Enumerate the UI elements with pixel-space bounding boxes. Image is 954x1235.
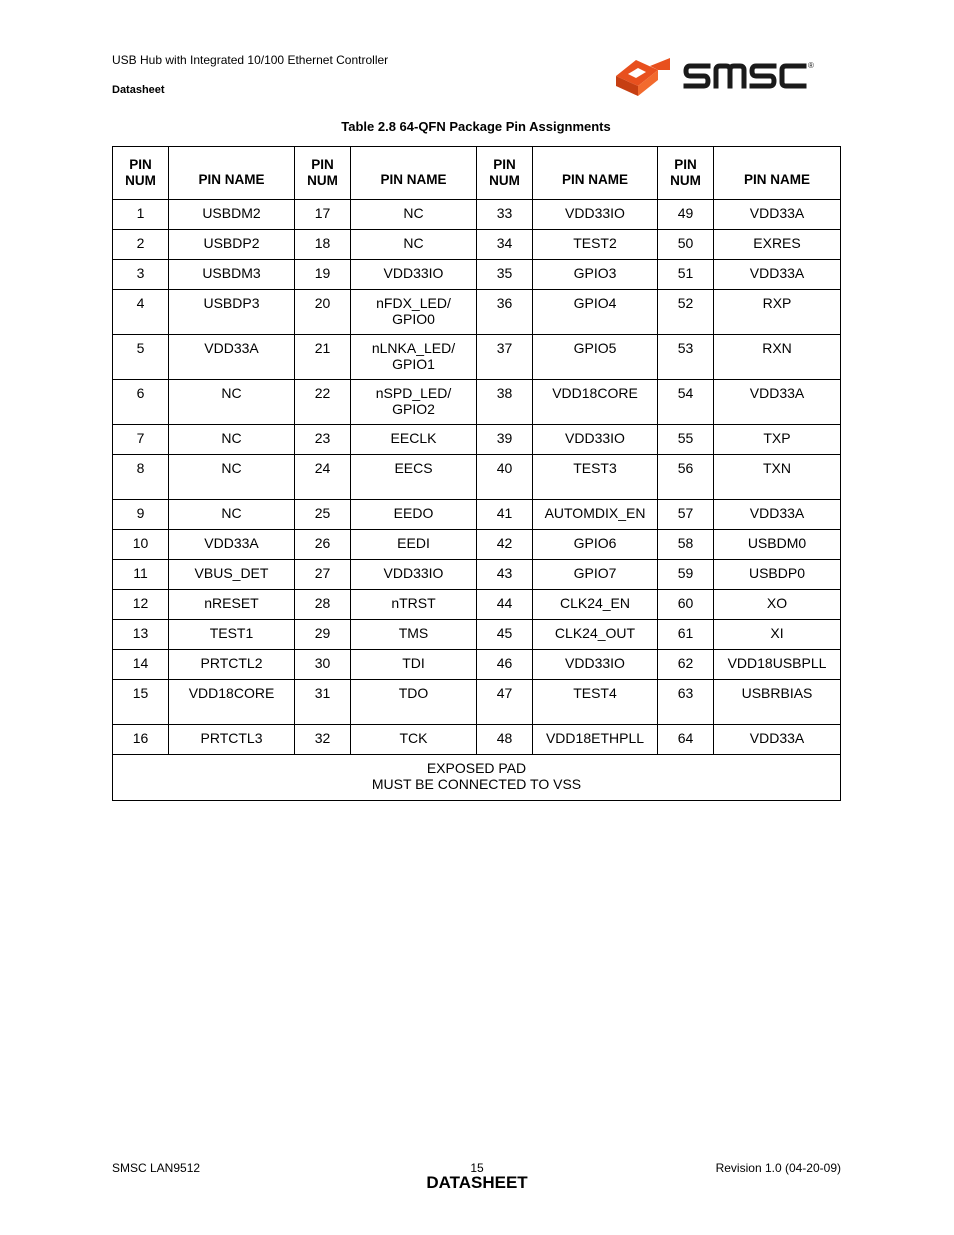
pin-num-cell: 58 <box>658 530 714 560</box>
pin-num-cell: 31 <box>295 680 351 725</box>
pin-num-cell: 55 <box>658 425 714 455</box>
pin-name-cell: NC <box>351 230 477 260</box>
pin-num-cell: 53 <box>658 335 714 380</box>
pin-num-cell: 14 <box>113 650 169 680</box>
pin-num-cell: 37 <box>477 335 533 380</box>
table-row <box>113 500 841 530</box>
pin-num-cell: 49 <box>658 200 714 230</box>
table-row <box>113 530 841 560</box>
header-pin-num: PIN NUM <box>295 147 351 200</box>
pin-name-cell: VDD33A <box>714 260 841 290</box>
pin-num-cell: 50 <box>658 230 714 260</box>
pin-num-cell: 21 <box>295 335 351 380</box>
header-pin-num: PIN NUM <box>477 147 533 200</box>
pin-num-cell: 35 <box>477 260 533 290</box>
pin-num-cell: 3 <box>113 260 169 290</box>
pin-name-cell: VDD18USBPLL <box>714 650 841 680</box>
footer-revision: Revision 1.0 (04-20-09) <box>715 1161 841 1175</box>
pin-name-cell: VDD18ETHPLL <box>533 725 658 755</box>
pin-num-cell: 16 <box>113 725 169 755</box>
table-row <box>113 680 841 725</box>
pin-name-cell: VDD33IO <box>533 200 658 230</box>
pin-name-cell: EXRES <box>714 230 841 260</box>
pin-num-cell: 57 <box>658 500 714 530</box>
pin-name-cell: TMS <box>351 620 477 650</box>
pin-name-cell: USBRBIAS <box>714 680 841 725</box>
pin-name-cell: VDD33IO <box>351 260 477 290</box>
pin-assignment-table <box>112 146 841 801</box>
pin-name-cell: CLK24_EN <box>533 590 658 620</box>
pin-name-cell: VDD33A <box>714 725 841 755</box>
pin-name-cell: GPIO6 <box>533 530 658 560</box>
pin-num-cell: 26 <box>295 530 351 560</box>
pin-num-cell: 13 <box>113 620 169 650</box>
pin-name-cell: NC <box>351 200 477 230</box>
pin-num-cell: 22 <box>295 380 351 425</box>
pin-name-cell: nTRST <box>351 590 477 620</box>
pin-num-cell: 52 <box>658 290 714 335</box>
pin-name-cell: PRTCTL2 <box>169 650 295 680</box>
header-pin-name: PIN NAME <box>169 147 295 200</box>
pin-num-cell: 4 <box>113 290 169 335</box>
header-pin-name: PIN NAME <box>533 147 658 200</box>
pin-num-cell: 56 <box>658 455 714 500</box>
pin-name-cell: VDD33IO <box>533 650 658 680</box>
pin-num-cell: 61 <box>658 620 714 650</box>
pin-name-cell: TEST4 <box>533 680 658 725</box>
pin-num-cell: 29 <box>295 620 351 650</box>
pin-name-cell: nRESET <box>169 590 295 620</box>
document-title: USB Hub with Integrated 10/100 Ethernet Controller <box>112 53 389 67</box>
pin-name-cell: VDD33A <box>714 200 841 230</box>
svg-text:®: ® <box>808 61 814 70</box>
pin-num-cell: 1 <box>113 200 169 230</box>
pin-num-cell: 18 <box>295 230 351 260</box>
pin-name-cell: USBDM3 <box>169 260 295 290</box>
pin-num-cell: 63 <box>658 680 714 725</box>
pin-name-cell: EECLK <box>351 425 477 455</box>
table-row <box>113 200 841 230</box>
pin-num-cell: 8 <box>113 455 169 500</box>
document-subtitle: Datasheet <box>112 84 165 96</box>
pin-name-cell: NC <box>169 455 295 500</box>
pin-num-cell: 24 <box>295 455 351 500</box>
pin-name-cell: GPIO3 <box>533 260 658 290</box>
smsc-logo <box>612 56 842 98</box>
pin-name-cell: GPIO7 <box>533 560 658 590</box>
pin-name-cell: USBDM0 <box>714 530 841 560</box>
pin-num-cell: 46 <box>477 650 533 680</box>
pin-num-cell: 33 <box>477 200 533 230</box>
pin-name-cell: NC <box>169 380 295 425</box>
pin-num-cell: 41 <box>477 500 533 530</box>
footer-datasheet-label: DATASHEET <box>426 1173 528 1192</box>
pin-num-cell: 43 <box>477 560 533 590</box>
pin-name-cell: TEST3 <box>533 455 658 500</box>
pin-name-cell: TDO <box>351 680 477 725</box>
pin-name-cell: PRTCTL3 <box>169 725 295 755</box>
pin-num-cell: 12 <box>113 590 169 620</box>
pin-name-cell: VDD33A <box>169 530 295 560</box>
pin-num-cell: 30 <box>295 650 351 680</box>
exposed-pad-cell <box>113 755 841 801</box>
exposed-pad-row <box>113 755 841 801</box>
pin-name-cell: VDD18CORE <box>169 680 295 725</box>
pin-num-cell: 45 <box>477 620 533 650</box>
pin-num-cell: 34 <box>477 230 533 260</box>
pin-num-cell: 48 <box>477 725 533 755</box>
pin-num-cell: 20 <box>295 290 351 335</box>
pin-num-cell: 62 <box>658 650 714 680</box>
header-pin-name: PIN NAME <box>351 147 477 200</box>
table-row <box>113 260 841 290</box>
table-row <box>113 620 841 650</box>
pin-num-cell: 42 <box>477 530 533 560</box>
table-row <box>113 425 841 455</box>
pin-name-cell: TEST1 <box>169 620 295 650</box>
pin-name-cell: VDD18CORE <box>533 380 658 425</box>
table-row <box>113 725 841 755</box>
pin-num-cell: 39 <box>477 425 533 455</box>
pin-name-cell: NC <box>169 500 295 530</box>
pin-name-cell: NC <box>169 425 295 455</box>
table-row <box>113 290 841 335</box>
footer-product: SMSC LAN9512 <box>112 1161 201 1175</box>
pin-name-cell: TCK <box>351 725 477 755</box>
pin-name-cell: USBDP3 <box>169 290 295 335</box>
exposed-pad-note: MUST BE CONNECTED TO VSS <box>371 776 582 792</box>
pin-name-cell: nLNKA_LED/ GPIO1 <box>351 335 477 380</box>
table-row <box>113 650 841 680</box>
pin-name-cell: VDD33A <box>169 335 295 380</box>
logo-text <box>842 56 843 57</box>
pin-num-cell: 54 <box>658 380 714 425</box>
pin-name-cell: VBUS_DET <box>169 560 295 590</box>
pin-num-cell: 10 <box>113 530 169 560</box>
exposed-pad-label: EXPOSED PAD <box>426 760 527 776</box>
pin-num-cell: 25 <box>295 500 351 530</box>
pin-num-cell: 6 <box>113 380 169 425</box>
table-row <box>113 560 841 590</box>
pin-name-cell: XO <box>714 590 841 620</box>
pin-name-cell: XI <box>714 620 841 650</box>
pin-name-cell: USBDP0 <box>714 560 841 590</box>
table-body <box>113 200 841 755</box>
pin-name-cell: CLK24_OUT <box>533 620 658 650</box>
pin-num-cell: 40 <box>477 455 533 500</box>
pin-name-cell: VDD33IO <box>533 425 658 455</box>
pin-name-cell: nFDX_LED/ GPIO0 <box>351 290 477 335</box>
pin-num-cell: 44 <box>477 590 533 620</box>
pin-num-cell: 64 <box>658 725 714 755</box>
pin-num-cell: 51 <box>658 260 714 290</box>
pin-num-cell: 2 <box>113 230 169 260</box>
header-pin-name: PIN NAME <box>714 147 841 200</box>
pin-num-cell: 60 <box>658 590 714 620</box>
table-row <box>113 455 841 500</box>
pin-name-cell: RXP <box>714 290 841 335</box>
pin-num-cell: 7 <box>113 425 169 455</box>
pin-name-cell: VDD33A <box>714 500 841 530</box>
pin-name-cell: VDD33IO <box>351 560 477 590</box>
table-row <box>113 335 841 380</box>
header-pin-num: PIN NUM <box>658 147 714 200</box>
pin-num-cell: 47 <box>477 680 533 725</box>
pin-name-cell: GPIO5 <box>533 335 658 380</box>
header-pin-num: PIN NUM <box>113 147 169 200</box>
pin-num-cell: 11 <box>113 560 169 590</box>
table-row <box>113 230 841 260</box>
pin-name-cell: TDI <box>351 650 477 680</box>
pin-num-cell: 38 <box>477 380 533 425</box>
table-row <box>113 590 841 620</box>
pin-num-cell: 5 <box>113 335 169 380</box>
page-number: 15 <box>470 1161 484 1175</box>
pin-name-cell: TXN <box>714 455 841 500</box>
table-caption: Table 2.8 64-QFN Package Pin Assignments <box>341 119 611 134</box>
pin-name-cell: EEDO <box>351 500 477 530</box>
pin-name-cell: nSPD_LED/ GPIO2 <box>351 380 477 425</box>
pin-num-cell: 27 <box>295 560 351 590</box>
table-row <box>113 380 841 425</box>
pin-num-cell: 59 <box>658 560 714 590</box>
smsc-logo-graphic <box>612 56 842 98</box>
pin-name-cell: EEDI <box>351 530 477 560</box>
pin-num-cell: 19 <box>295 260 351 290</box>
table-header-row <box>113 147 841 200</box>
pin-name-cell: USBDP2 <box>169 230 295 260</box>
pin-num-cell: 9 <box>113 500 169 530</box>
pin-name-cell: TXP <box>714 425 841 455</box>
pin-name-cell: EECS <box>351 455 477 500</box>
pin-name-cell: RXN <box>714 335 841 380</box>
pin-num-cell: 28 <box>295 590 351 620</box>
pin-num-cell: 23 <box>295 425 351 455</box>
pin-num-cell: 32 <box>295 725 351 755</box>
pin-name-cell: USBDM2 <box>169 200 295 230</box>
pin-name-cell: TEST2 <box>533 230 658 260</box>
pin-num-cell: 36 <box>477 290 533 335</box>
pin-name-cell: GPIO4 <box>533 290 658 335</box>
pin-num-cell: 15 <box>113 680 169 725</box>
pin-name-cell: AUTOMDIX_EN <box>533 500 658 530</box>
pin-num-cell: 17 <box>295 200 351 230</box>
pin-name-cell: VDD33A <box>714 380 841 425</box>
